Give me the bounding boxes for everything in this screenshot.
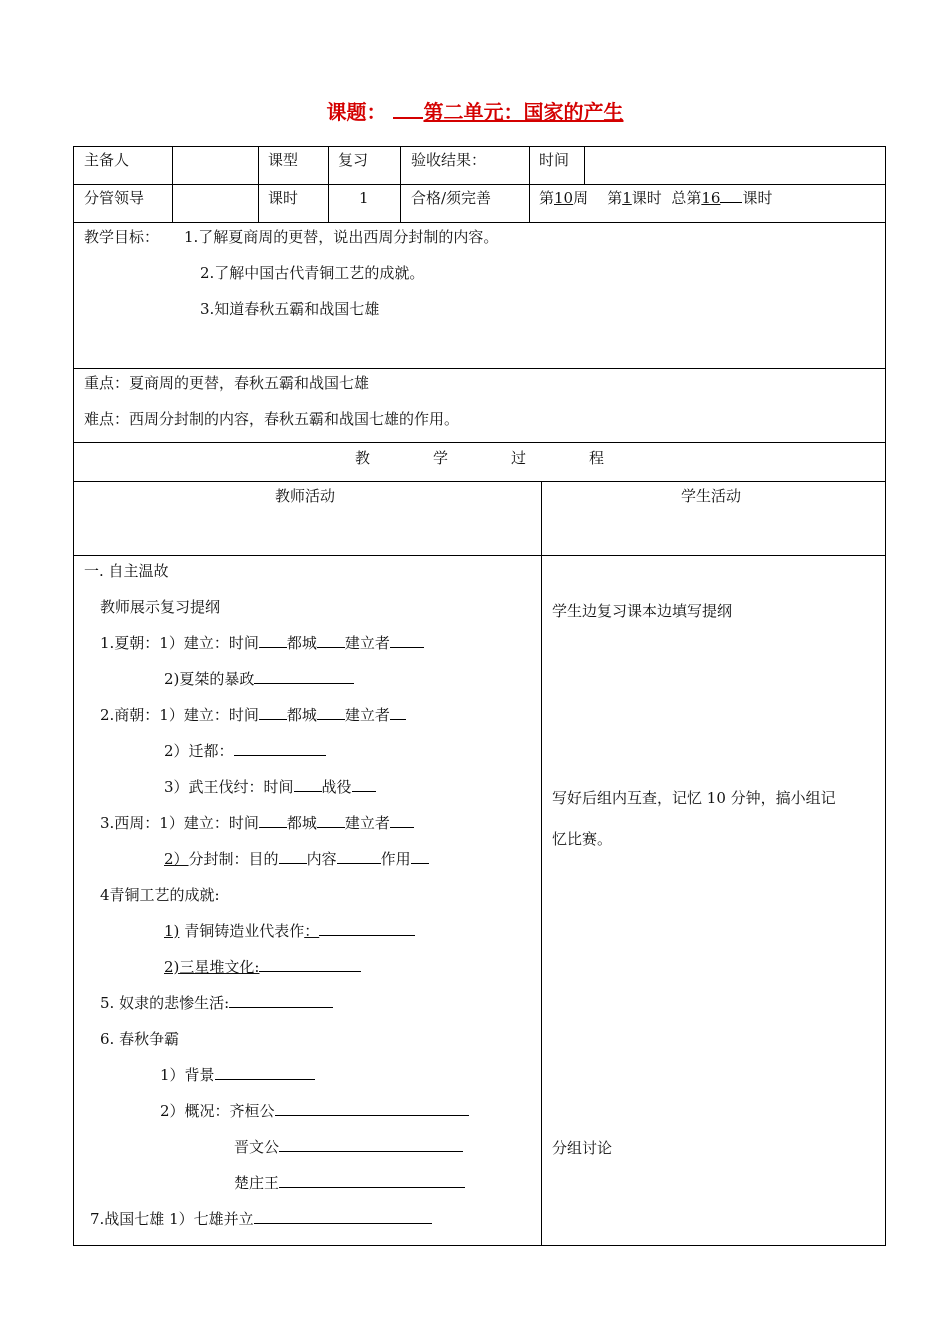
lesson-type-value: 复习 — [338, 151, 369, 169]
week-number: 10 — [554, 189, 574, 207]
outline-intro: 教师展示复习提纲 — [100, 598, 221, 616]
outline-item: 楚庄王 — [234, 1173, 465, 1193]
outline-item: 1) 青铜铸造业代表作： — [164, 921, 415, 941]
key-point: 重点：夏商周的更替，春秋五霸和战国七雄 — [84, 374, 370, 392]
student-activity: 忆比赛。 — [552, 830, 613, 848]
goals-label: 教学目标： — [84, 228, 160, 246]
hours-value: 1 — [359, 189, 369, 207]
outline-item: 2)三星堆文化: — [164, 957, 361, 977]
section-heading: 一. 自主温故 — [84, 562, 169, 580]
outline-item: 7.战国七雄 1）七雄并立 — [90, 1209, 432, 1229]
outline-item: 6. 春秋争霸 — [100, 1030, 180, 1048]
total-number: 16 — [701, 189, 721, 207]
outline-item: 1）背景 — [160, 1065, 315, 1085]
outline-item: 1.夏朝：1）建立：时间 都城 建立者 — [100, 633, 424, 653]
student-activity: 分组讨论 — [552, 1139, 613, 1157]
page-title — [0, 96, 950, 125]
outline-item: 3）武王伐纣：时间 战役 — [164, 777, 376, 797]
outline-item: 晋文公 — [234, 1137, 463, 1157]
title-text: 第二单元：国家的产生 — [423, 100, 624, 124]
difficult-point: 难点：西周分封制的内容，春秋五霸和战国七雄的作用。 — [84, 410, 460, 428]
outline-item: 2）迁都： — [164, 741, 326, 761]
title-blank — [393, 116, 423, 119]
process-heading: 教 学 过 程 — [355, 449, 605, 467]
outline-item: 2）分封制：目的 内容 作用 — [164, 849, 429, 869]
student-activity: 写好后组内互查，记忆 10 分钟，搞小组记 — [552, 789, 836, 807]
outline-item: 4青铜工艺的成就: — [100, 886, 220, 904]
outline-item: 5. 奴隶的悲惨生活: — [100, 993, 333, 1013]
title-label: 课题： — [326, 100, 387, 124]
student-column-heading: 学生活动 — [681, 487, 742, 505]
pass-label: 合格/须完善 — [411, 189, 492, 207]
student-activity: 学生边复习课本边填写提纲 — [552, 602, 733, 620]
goal-item: 3.知道春秋五霸和战国七雄 — [200, 300, 380, 318]
lesson-type-label: 课型 — [268, 151, 299, 169]
outline-item: 2）概况：齐桓公 — [160, 1101, 469, 1121]
check-label: 验收结果： — [411, 151, 487, 169]
leader-label: 分管领导 — [84, 189, 145, 207]
outline-item: 2.商朝：1）建立：时间 都城 建立者 — [100, 705, 406, 725]
outline-item: 3.西周：1）建立：时间 都城 建立者 — [100, 813, 414, 833]
outline-item: 2)夏桀的暴政 — [164, 669, 354, 689]
teacher-column-heading: 教师活动 — [275, 487, 336, 505]
preparer-label: 主备人 — [84, 151, 130, 169]
hours-label: 课时 — [268, 189, 299, 207]
lesson-number: 1 — [622, 189, 632, 207]
goal-item: 2.了解中国古代青铜工艺的成就。 — [200, 264, 425, 282]
time-label: 时间 — [539, 151, 570, 169]
schedule: 第10周 第1课时 总第16 课时 — [539, 189, 773, 207]
goal-item: 1.了解夏商周的更替，说出西周分封制的内容。 — [184, 228, 499, 246]
